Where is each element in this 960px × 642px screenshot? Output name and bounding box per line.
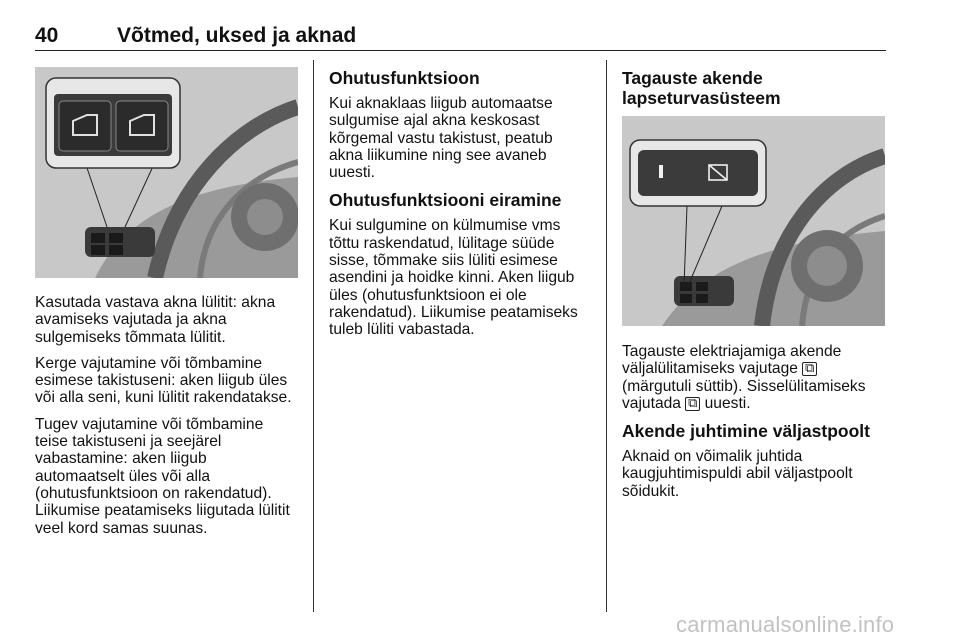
heading-child-lock: Tagauste akende lapseturvasüsteem [622,68,781,108]
paragraph-safety-function: Kui aknaklaas liigub automaatse sulgumise ajal akna keskosast kõrgemal vastu takistust, peatub akna liikumine ning see avaneb uuesti. [329,95,553,182]
paragraph-child-lock-part-1: Tagauste elektriajamiga akende väljalülitamiseks vajutage [622,343,842,378]
paragraph-child-lock-part-2: (märgutuli süttib). Sisselülitamiseks vajutada [622,377,866,412]
heading-safety-function: Ohutusfunktsioon [329,68,480,88]
window-switch-photo-icon [35,67,298,278]
paragraph-safety-override: Kui sulgumine on külmumise vms tõttu raskendatud, lülitage süüde sisse, tõmmake siis lüliti esimese asendini ja hoidke kinni. Aken liigub üles (ohutusfunktsioon ei ole rakendatud). Liikumise peatamiseks tuleb lüliti vabastada. [329,217,578,339]
chapter-title: Võtmed, uksed ja aknad [117,24,357,47]
window-switch-figure [35,67,298,278]
paragraph-light-press: Kerge vajutamine või tõmbamine esimese takistuseni: aken liigub üles või alla seni, kuni lülitit rakendatakse. [35,354,292,407]
column-divider-1 [313,60,314,612]
column-3-text [622,343,892,509]
child-lock-button-photo-icon [622,116,885,326]
heading-safety-override: Ohutusfunktsiooni eiramine [329,190,562,211]
column-3-heading-block [622,68,892,115]
column-1-text [35,294,303,546]
column-divider-2 [606,60,607,612]
paragraph-child-lock [622,343,892,412]
watermark: carmanualsonline.info [676,612,895,637]
child-lock-icon: ⧉ [685,397,700,411]
paragraph-switch-usage: Kasutada vastava akna lülitit: akna avamiseks vajutada ja akna sulgemiseks tõmmata lülitit. [35,294,276,346]
column-2-text [329,68,601,348]
paragraph-firm-press: Tugev vajutamine või tõmbamine teise takistuseni ja seejärel vabastamine: aken liigub automaatselt üles või alla (ohutusfunktsioon on rakendatud). Liikumise peatamiseks liigutada lülitit veel kord samas suunas. [35,415,290,537]
child-lock-figure [622,116,885,326]
header-divider [35,50,886,51]
heading-remote-operation: Akende juhtimine väljastpoolt [622,421,870,442]
paragraph-child-lock-part-3: uuesti. [700,394,751,412]
paragraph-remote-operation: Aknaid on võimalik juhtida kaugjuhtimispuldi abil väljastpoolt sõidukit. [622,448,853,500]
page-header [35,24,886,50]
child-lock-icon: ⧉ [802,362,817,376]
page-number: 40 [35,24,59,47]
